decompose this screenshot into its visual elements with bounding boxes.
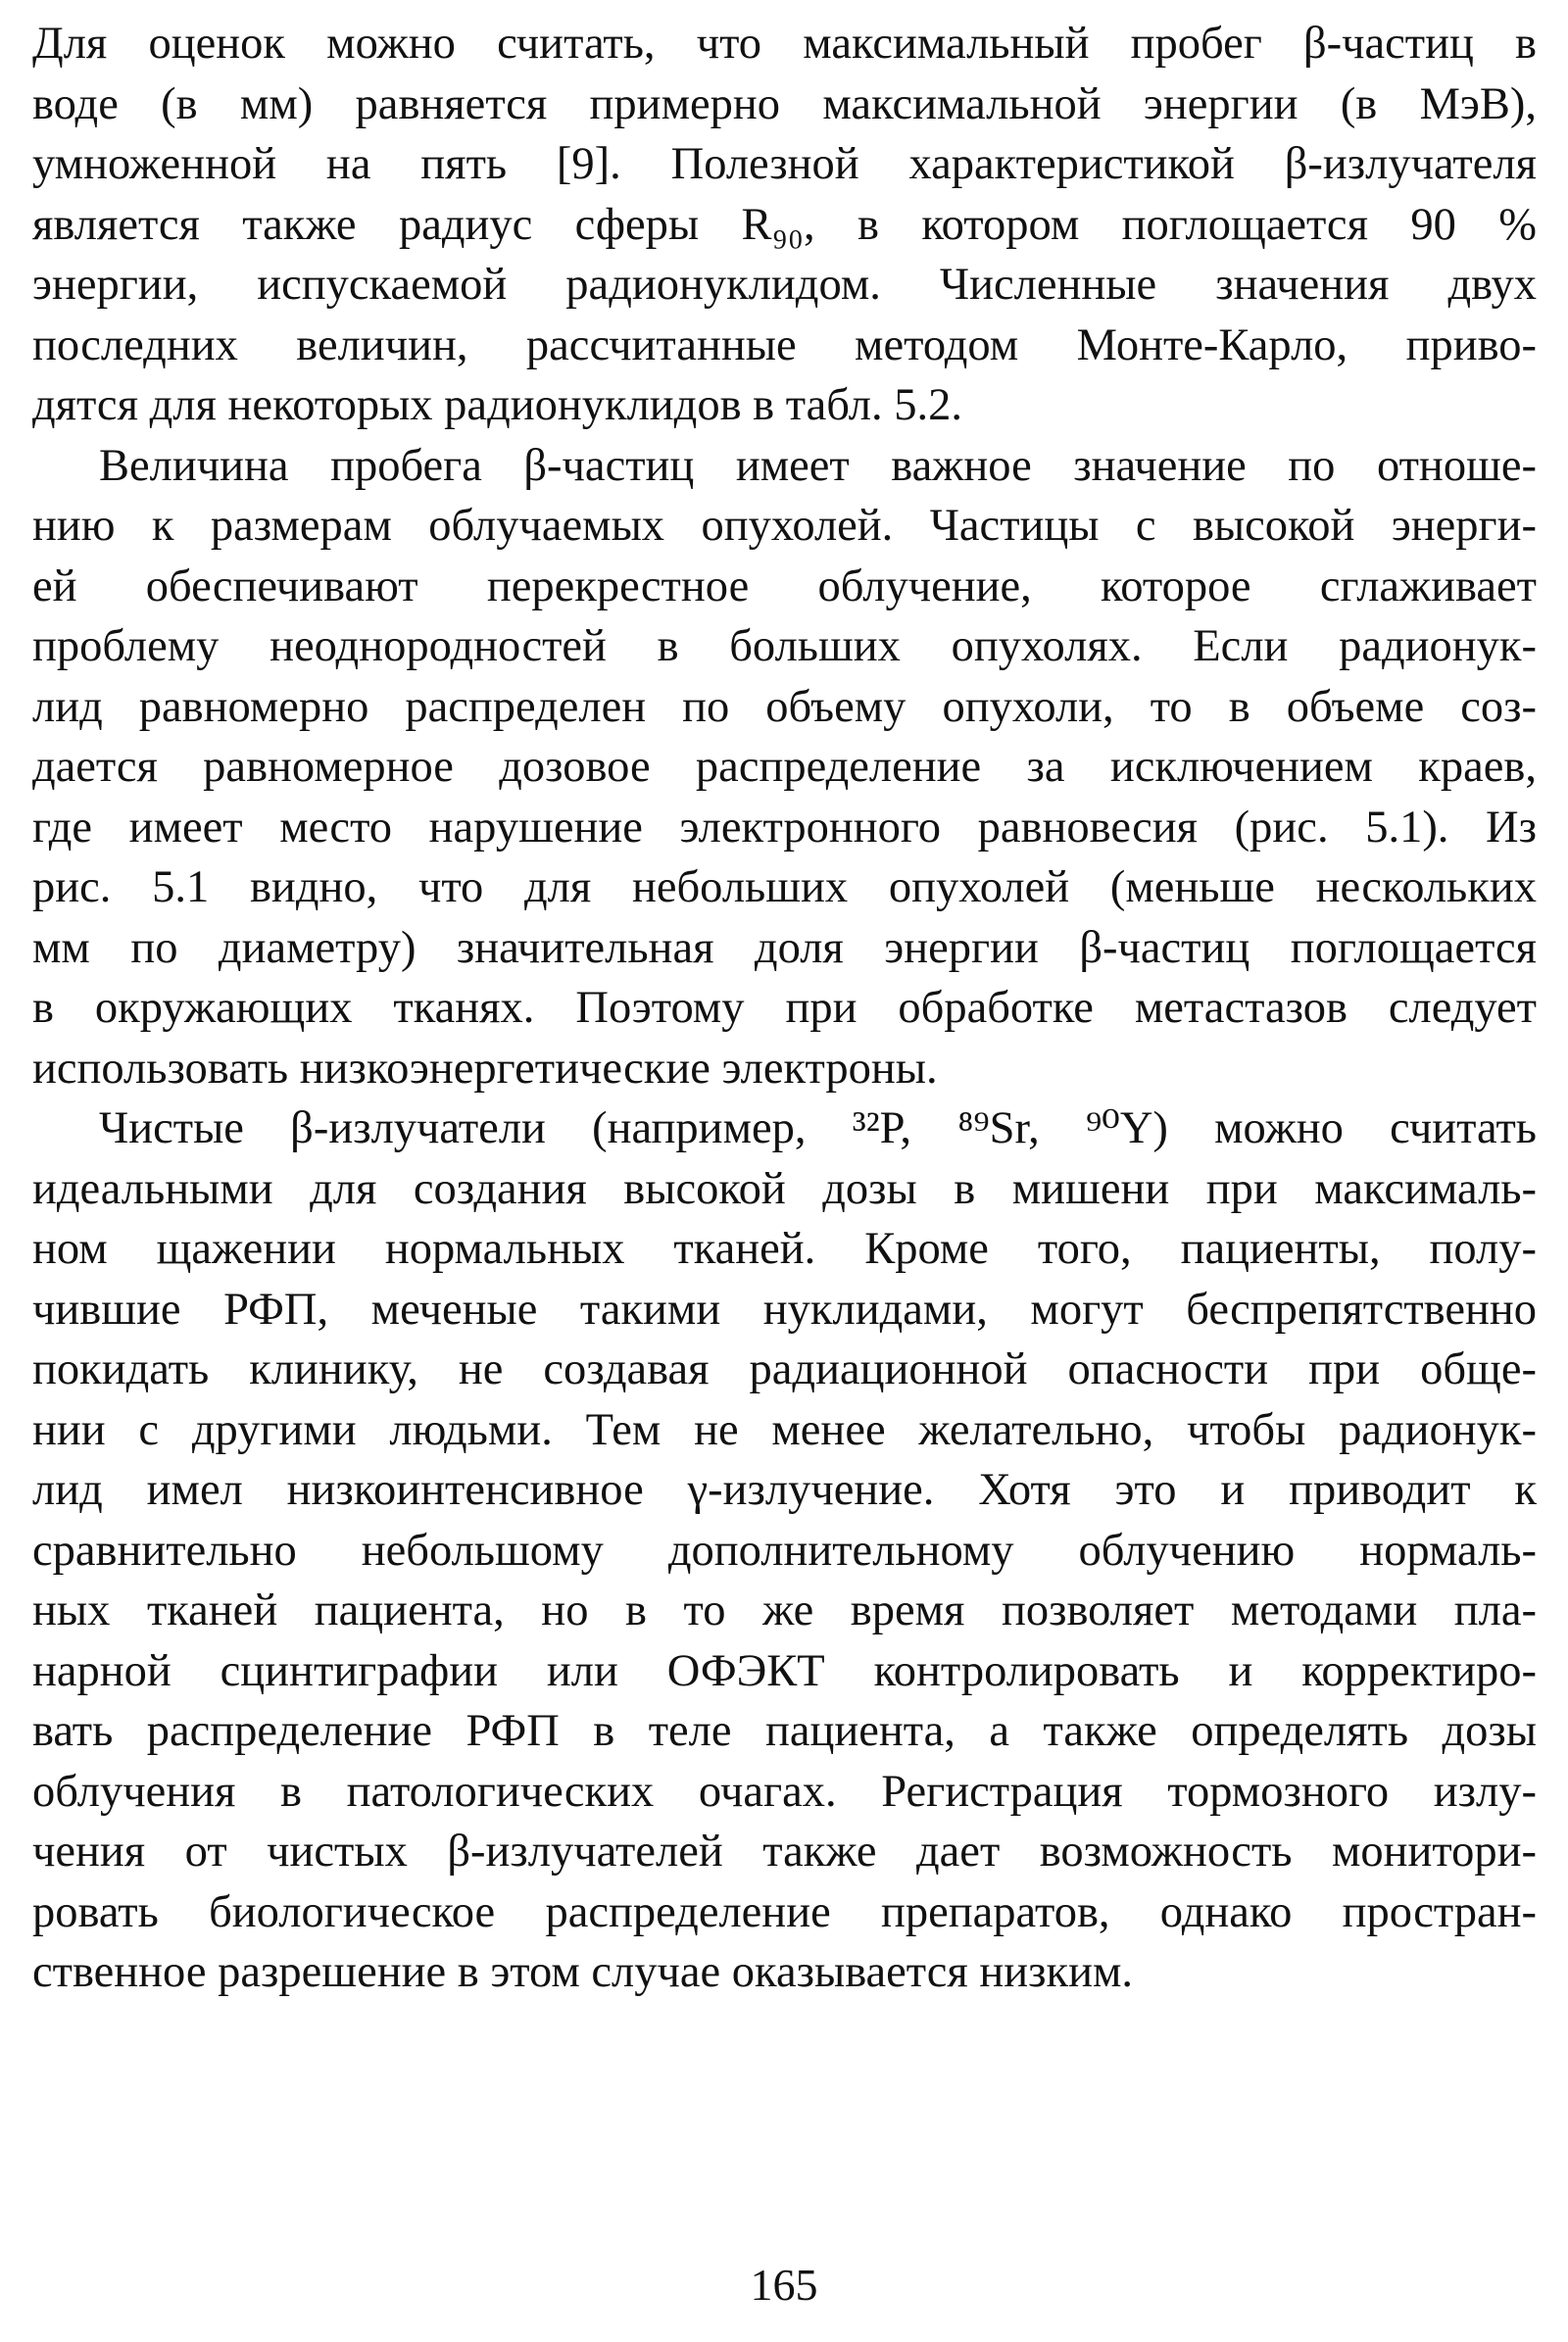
text-line: умноженной на пять [9]. Полезной характеристикой β-излучателя	[32, 139, 1537, 189]
text-line: воде (в мм) равняется примерно максимальной энергии (в МэВ),	[32, 78, 1537, 129]
text-line: идеальными для создания высокой дозы в мишени при максималь-	[32, 1163, 1537, 1214]
text-line: нии с другими людьми. Тем не менее желательно, чтобы радионук-	[32, 1404, 1537, 1455]
text-line: нарной сцинтиграфии или ОФЭКТ контролировать и корректиро-	[32, 1645, 1537, 1696]
text-line: чившие РФП, меченые такими нуклидами, могут беспрепятственно	[32, 1284, 1537, 1335]
text-line: Величина пробега β-частиц имеет важное значение по отноше-	[99, 440, 1537, 491]
text-line: Чистые β-излучатели (например, ³²P, ⁸⁹Sr, ⁹⁰Y) можно считать	[99, 1103, 1537, 1153]
page-number: 165	[750, 2260, 818, 2310]
text-line: энергии, испускаемой радионуклидом. Численные значения двух	[32, 260, 1537, 310]
text-line: лид равномерно распределен по объему опухоли, то в объеме соз-	[32, 681, 1537, 732]
text-line: последних величин, рассчитанные методом Монте-Карло, приво-	[32, 319, 1537, 370]
text-line: ей обеспечивают перекрестное облучение, которое сглаживает	[32, 561, 1537, 611]
text-line: ных тканей пациента, но в то же время позволяет методами пла-	[32, 1586, 1537, 1635]
text-line: использовать низкоэнергетические электроны.	[32, 1043, 938, 1094]
text-line: ном щажении нормальных тканей. Кроме того, пациенты, полу-	[32, 1224, 1537, 1274]
text-line: сравнительно небольшому дополнительному облучению нормаль-	[32, 1525, 1537, 1576]
text-line: Для оценок можно считать, что максимальный пробег β-частиц в	[32, 19, 1537, 69]
text-line: ровать биологическое распределение препаратов, однако простран-	[32, 1886, 1537, 1937]
text-line: проблему неоднородностей в больших опухолях. Если радионук-	[32, 621, 1537, 671]
text-line: рис. 5.1 видно, что для небольших опухолей (меньше нескольких	[32, 862, 1537, 912]
text-line: чения от чистых β-излучателей также дает возможность монитори-	[32, 1827, 1537, 1877]
text-line: в окружающих тканях. Поэтому при обработке метастазов следует	[32, 983, 1537, 1033]
body-text	[32, 14, 1537, 2003]
text-line: является также радиус сферы R₉₀, в котором поглощается 90 %	[32, 199, 1537, 250]
text-line: где имеет место нарушение электронного равновесия (рис. 5.1). Из	[32, 802, 1537, 853]
text-line: облучения в патологических очагах. Регистрация тормозного излу-	[32, 1766, 1537, 1817]
text-line: дается равномерное дозовое распределение за исключением краев,	[32, 742, 1537, 792]
text-line: дятся для некоторых радионуклидов в табл. 5.2.	[32, 380, 962, 430]
text-line: ственное разрешение в этом случае оказывается низким.	[32, 1947, 1134, 1997]
text-line: лид имел низкоинтенсивное γ-излучение. Хотя это и приводит к	[32, 1465, 1537, 1515]
text-line: вать распределение РФП в теле пациента, а также определять дозы	[32, 1706, 1537, 1756]
text-line: нию к размерам облучаемых опухолей. Частицы с высокой энерги-	[32, 501, 1537, 551]
text-line: покидать клинику, не создавая радиационной опасности при обще-	[32, 1344, 1537, 1394]
text-line: мм по диаметру) значительная доля энергии β-частиц поглощается	[32, 922, 1537, 973]
